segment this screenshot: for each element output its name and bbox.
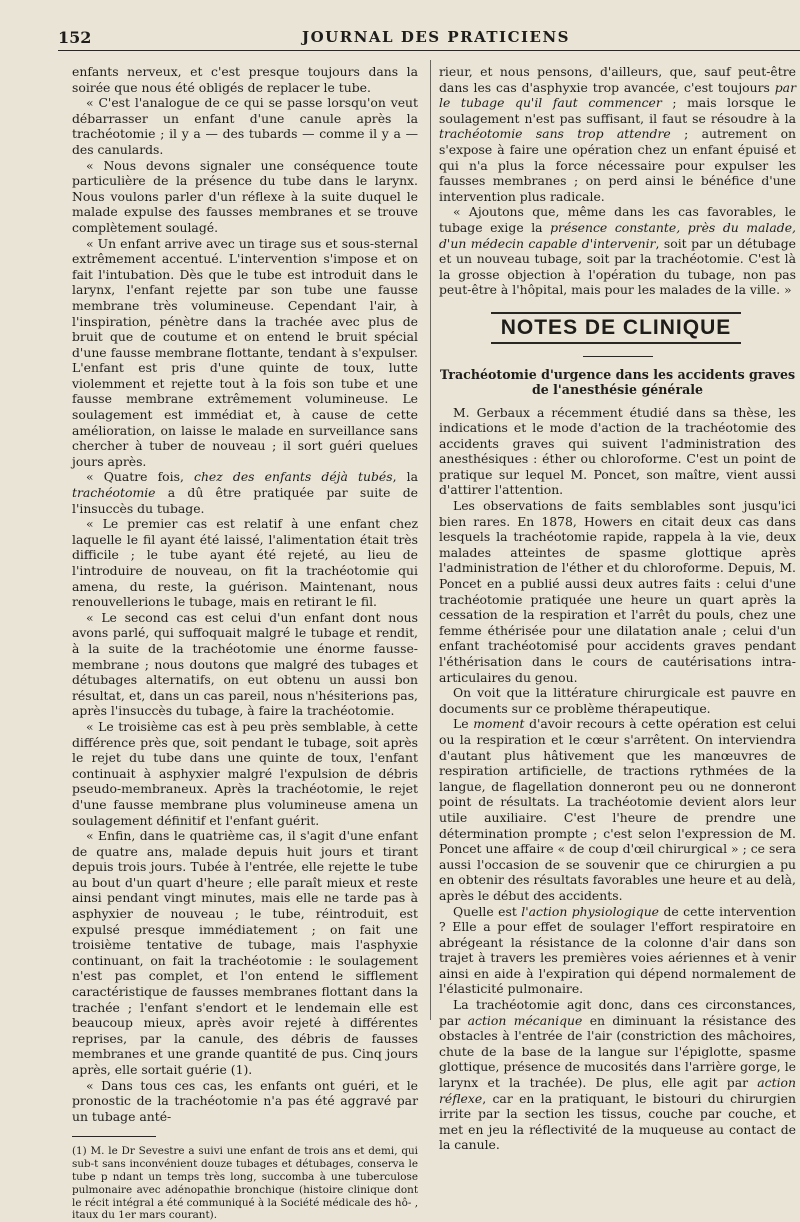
paragraph: Le moment d'avoir recours à cette opération est celui ou la respiration et le cœur s'arrêtent. On interviendra d'autant plus hâtivement que les manœuvres de respiration artificielle, de tractions rythmées de la langue, de flagellation donneront peu ou ne donneront point de résultats. La trachéotomie devient alors leur utile auxiliaire. C'est l'heure de prendre une détermination prompte ; c'est selon l'expression de M. Poncet une affaire « de coup d'œil chirurgical » ; ce sera aussi l'occasion de se souvenir que ce chirurgien a pu en obtenir des résultats favorables une heure et au delà, après le début des accidents. [439,716,796,903]
paragraph: « Un enfant arrive avec un tirage sus et sous-sternal extrêmement accentué. L'intervention s'impose et on fait l'intubation. Dès que le tube est introduit dans le larynx, l'enfant rejette par son tube une fausse membrane très volumineuse. Cependant l'air, à l'inspiration, pénètre dans la trachée avec plus de bruit que de coutume et on entend le bruit spécial d'une fausse membrane flottante, tendant à s'expulser. L'enfant est pris d'une quinte de toux, lutte violemment et rejette tout à la fois son tube et une fausse membrane extrêmement volumineuse. Le soulagement est immédiat et, à cause de cette amélioration, on laisse le malade en surveillance sans chercher à tuber de nouveau ; il sort guéri quelues jours après. [72,235,418,469]
paragraph: « Le premier cas est relatif à une enfant chez laquelle le fil ayant été laissé, l'alimentation était très difficile ; le tube ayant été rejeté, au lieu de l'introduire de nouveau, on fit la trachéotomie qui amena, du reste, la guérison. Maintenant, nous renouvellerions le tubage, mais en retirant le fil. [72,516,418,610]
paragraph: enfants nerveux, et c'est presque toujours dans la soirée que nous été obligés de replacer le tube. [72,64,418,95]
left-column [72,64,418,1222]
title-rule [583,356,653,357]
paragraph: « Le troisième cas est à peu près semblable, à cette différence près que, soit pendant le tubage, soit après le rejet du tube dans une quinte de toux, l'enfant continuait à asphyxier malgré l'expulsion de débris pseudo-membraneux. Après la trachéotomie, le rejet d'une fausse membrane plus volumineuse amena un soulagement définitif et l'enfant guérit. [72,718,418,828]
right-column [439,64,796,1153]
paragraph: « Dans tous ces cas, les enfants ont guéri, et le pronostic de la trachéotomie n'a pas été aggravé par un tubage anté- [72,1077,418,1124]
paragraph: M. Gerbaux a récemment étudié dans sa thèse, les indications et le mode d'action de la trachéotomie des accidents graves qui suivent l'administration des anesthésiques : éther ou chloroforme. C'est un point de pratique sur lequel M. Poncet, son maître, vient aussi d'attirer l'attention. [439,404,796,498]
article-title: Trachéotomie d'urgence dans les accidents graves de l'anesthésie générale [439,366,796,397]
footnote-divider [72,1136,156,1137]
page-number: 152 [58,28,92,47]
paragraph: « Nous devons signaler une conséquence toute particulière de la présence du tube dans le larynx. Nous voulons parler d'un réflexe à la suite duquel le malade expulse des fausses membranes et se trouve complètement soulagé. [72,157,418,235]
paragraph: « Enfin, dans le quatrième cas, il s'agit d'une enfant de quatre ans, malade depuis huit jours et tirant depuis trois jours. Tubée à l'entrée, elle rejette le tube au bout d'un quart d'heure ; elle paraît mieux et reste ainsi pendant vingt minutes, mais elle ne tarde pas à asphyxier de nouveau ; le tube, réintroduit, est expulsé presque immédiatement ; on fait une troisième tentative de tubage, mais l'asphyxie continuant, on fait la trachéotomie : le soulagement n'est pas complet, et l'on entend le sifflement caractéristique de fausses membranes flottant dans la trachée ; l'enfant s'endort et le lendemain elle est beaucoup mieux, après avoir rejeté à différentes reprises, par la canule, des débris de fausses membranes et une grande quantité de pus. Cinq jours après, elle sortait guérie (1). [72,828,418,1077]
journal-title: JOURNAL DES PRATICIENS [302,28,570,46]
paragraph: La trachéotomie agit donc, dans ces circonstances, par action mécanique en diminuant la résistance des obstacles à l'entrée de l'air (constriction des mâchoires, chute de la base de la langue sur l'épiglotte, spasme glottique, présence de mucosités dans l'arrière gorge, le larynx et la trachée). De plus, elle agit par action réflexe, car en la pratiquant, le bistouri du chirurgien irrite par la section les tissus, couche par couche, et met en jeu la réflectivité de la muqueuse au contact de la canule. [439,997,796,1153]
section-title: NOTES DE CLINIQUE [491,312,741,344]
paragraph: Les observations de faits semblables sont jusqu'ici bien rares. En 1878, Howers en citait deux cas dans lesquels la trachéotomie rapide, rappela à la vie, deux malades atteintes de spasme glottique après l'administration de l'éther et du chloroforme. Depuis, M. Poncet en a publié aussi deux autres faits : celui d'une trachéotomie pratiquée une heure un quart après la cessation de la respiration et l'arrêt du pouls, chez une femme éthérisée pour une dilatation anale ; celui d'un enfant trachéotomisé pour accidents graves pendant l'éthérisation dans le cours de cautérisations intra-articulaires du genou. [439,498,796,685]
footnote: (1) M. le Dr Sevestre a suivi une enfant de trois ans et demi, qui sub-t sans inconvénient douze tubages et détubages, conserva le tube p ndant un temps très long, succomba à une tuberculose pulmonaire avec adénopathie bronchique (histoire clinique dont le récit intégral a été communiqué à la Société médicale des hô- , itaux du 1er mars courant). [72,1145,418,1222]
paragraph: « Le second cas est celui d'un enfant dont nous avons parlé, qui suffoquait malgré le tubage et rendit, à la suite de la trachéotomie une énorme fausse-membrane ; nous doutons que malgré des tubages et détubages alternatifs, on eut obtenu un aussi bon résultat, et, dans un cas pareil, nous n'hésiterions pas, après l'insuccès du tubage, à faire la trachéotomie. [72,609,418,719]
column-divider [430,60,431,1020]
paragraph: rieur, et nous pensons, d'ailleurs, que, sauf peut-être dans les cas d'asphyxie trop avancée, c'est toujours par le tubage qu'il faut commencer ; mais lorsque le soulagement n'est pas suffisant, il faut se résoudre à la trachéotomie sans trop attendre ; autrement on s'expose à faire une opération chez un enfant épuisé et qui n'a plus la force nécessaire pour expulser les fausses membranes ; on perd ainsi le bénéfice d'une intervention plus radicale. [439,64,797,204]
paragraph: « Ajoutons que, même dans les cas favorables, le tubage exige la présence constante, près du malade, d'un médecin capable d'intervenir, soit par un détubage et un nouveau tubage, soit par la trachéotomie. C'est là la grosse objection à l'opération du tubage, non pas peut-être à l'hôpital, mais pour les malades de la ville. » [439,204,797,298]
paragraph: On voit que la littérature chirurgicale est pauvre en documents sur ce problème thérapeutique. [439,685,796,716]
paragraph: Quelle est l'action physiologique de cette intervention ? Elle a pour effet de soulager l'effort respiratoire en abrégeant la résistance de la colonne d'air dans son trajet à travers les premières voies aériennes et à venir ainsi en aide à l'expiration qui dépend normalement de l'élasticité pulmonaire. [439,903,796,997]
paragraph: « Quatre fois, chez des enfants déjà tubés, la trachéotomie a dû être pratiquée par suite de l'insuccès du tubage. [72,469,419,516]
page-header [58,26,800,51]
paragraph: « C'est l'analogue de ce qui se passe lorsqu'on veut débarrasser un enfant d'une canule après la trachéotomie ; il y a — des tubards — comme il y a — des canulards. [72,95,418,157]
